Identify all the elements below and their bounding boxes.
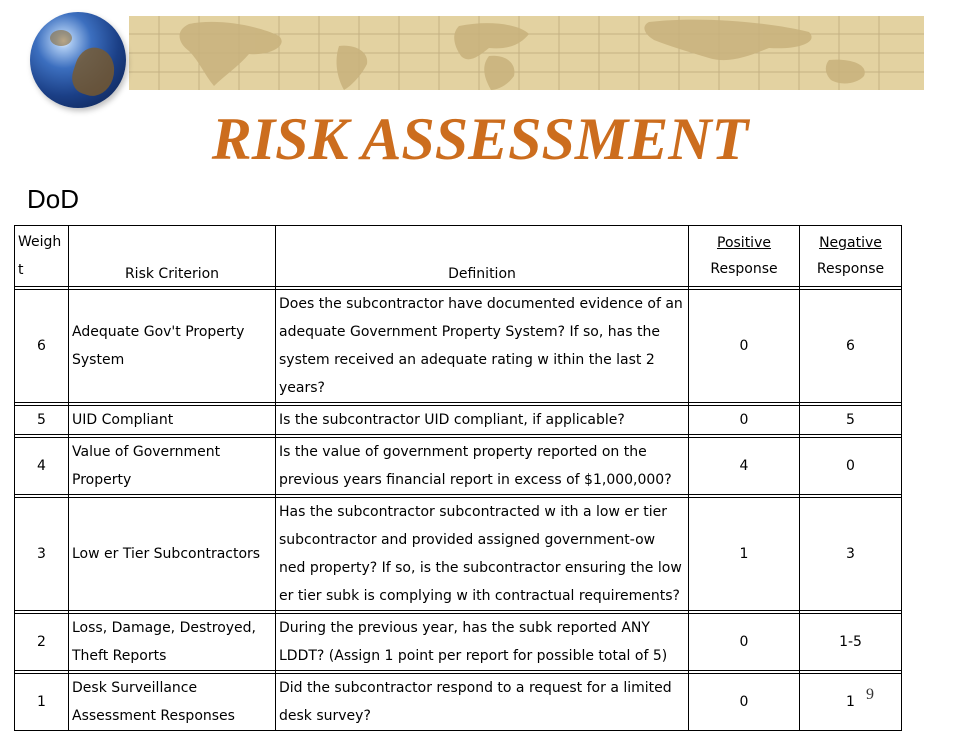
row-definition: Is the value of government property reported on the previous years financial report in excess of $1,000,000? bbox=[276, 438, 689, 495]
row-positive-response: 0 bbox=[689, 674, 800, 731]
row-criterion: Loss, Damage, Destroyed, Theft Reports bbox=[69, 614, 276, 671]
header-positive-line1: Positive bbox=[717, 235, 771, 251]
row-definition: Did the subcontractor respond to a request for a limited desk survey? bbox=[276, 674, 689, 731]
header-positive-line2: Response bbox=[710, 261, 778, 277]
row-negative-response: 6 bbox=[800, 290, 902, 403]
row-definition: Has the subcontractor subcontracted w ith a low er tier subcontractor and provided assigned government-ow ned property? If so, is the subcontractor ensuring the low er tier subk is complying w ith contractual requirements? bbox=[276, 498, 689, 611]
header-weight-line2: t bbox=[18, 262, 24, 278]
row-positive-response: 0 bbox=[689, 290, 800, 403]
row-criterion: Low er Tier Subcontractors bbox=[69, 498, 276, 611]
header-definition: Definition bbox=[276, 226, 689, 287]
header-weight bbox=[15, 226, 69, 287]
page-title: RISK ASSESSMENT bbox=[211, 106, 749, 172]
row-weight: 4 bbox=[15, 438, 69, 495]
row-definition: Does the subcontractor have documented evidence of an adequate Government Property System? If so, has the system received an adequate rating w ithin the last 2 years? bbox=[276, 290, 689, 403]
header-risk-criterion: Risk Criterion bbox=[69, 226, 276, 287]
risk-assessment-table bbox=[14, 225, 902, 731]
row-criterion: Adequate Gov't Property System bbox=[69, 290, 276, 403]
table-row bbox=[15, 498, 902, 611]
row-definition: During the previous year, has the subk reported ANY LDDT? (Assign 1 point per report for possible total of 5) bbox=[276, 614, 689, 671]
row-weight: 1 bbox=[15, 674, 69, 731]
globe-icon bbox=[30, 12, 126, 108]
row-negative-response: 3 bbox=[800, 498, 902, 611]
row-weight: 2 bbox=[15, 614, 69, 671]
row-definition: Is the subcontractor UID compliant, if applicable? bbox=[276, 406, 689, 435]
table-row bbox=[15, 438, 902, 495]
row-positive-response: 4 bbox=[689, 438, 800, 495]
row-weight: 3 bbox=[15, 498, 69, 611]
header-negative-line1: Negative bbox=[819, 235, 882, 251]
table-header-row bbox=[15, 226, 902, 287]
table-row bbox=[15, 406, 902, 435]
row-negative-response: 1 bbox=[800, 674, 902, 731]
page-subtitle: DoD bbox=[27, 184, 80, 214]
row-weight: 6 bbox=[15, 290, 69, 403]
header-negative-response bbox=[800, 226, 902, 287]
table-row bbox=[15, 290, 902, 403]
header-negative-line2: Response bbox=[816, 261, 885, 277]
row-positive-response: 0 bbox=[689, 406, 800, 435]
row-negative-response: 5 bbox=[800, 406, 902, 435]
map-grid-graphic bbox=[129, 16, 924, 90]
table-row bbox=[15, 614, 902, 671]
world-map-banner bbox=[125, 16, 924, 90]
row-criterion: Desk Surveillance Assessment Responses bbox=[69, 674, 276, 731]
table-row bbox=[15, 674, 902, 731]
row-negative-response: 0 bbox=[800, 438, 902, 495]
row-positive-response: 1 bbox=[689, 498, 800, 611]
page-number: 9 bbox=[866, 686, 874, 703]
row-criterion: Value of Government Property bbox=[69, 438, 276, 495]
row-weight: 5 bbox=[15, 406, 69, 435]
header-positive-response bbox=[689, 226, 800, 287]
row-positive-response: 0 bbox=[689, 614, 800, 671]
row-criterion: UID Compliant bbox=[69, 406, 276, 435]
header-weight-line1: Weigh bbox=[18, 234, 62, 250]
row-negative-response: 1-5 bbox=[800, 614, 902, 671]
